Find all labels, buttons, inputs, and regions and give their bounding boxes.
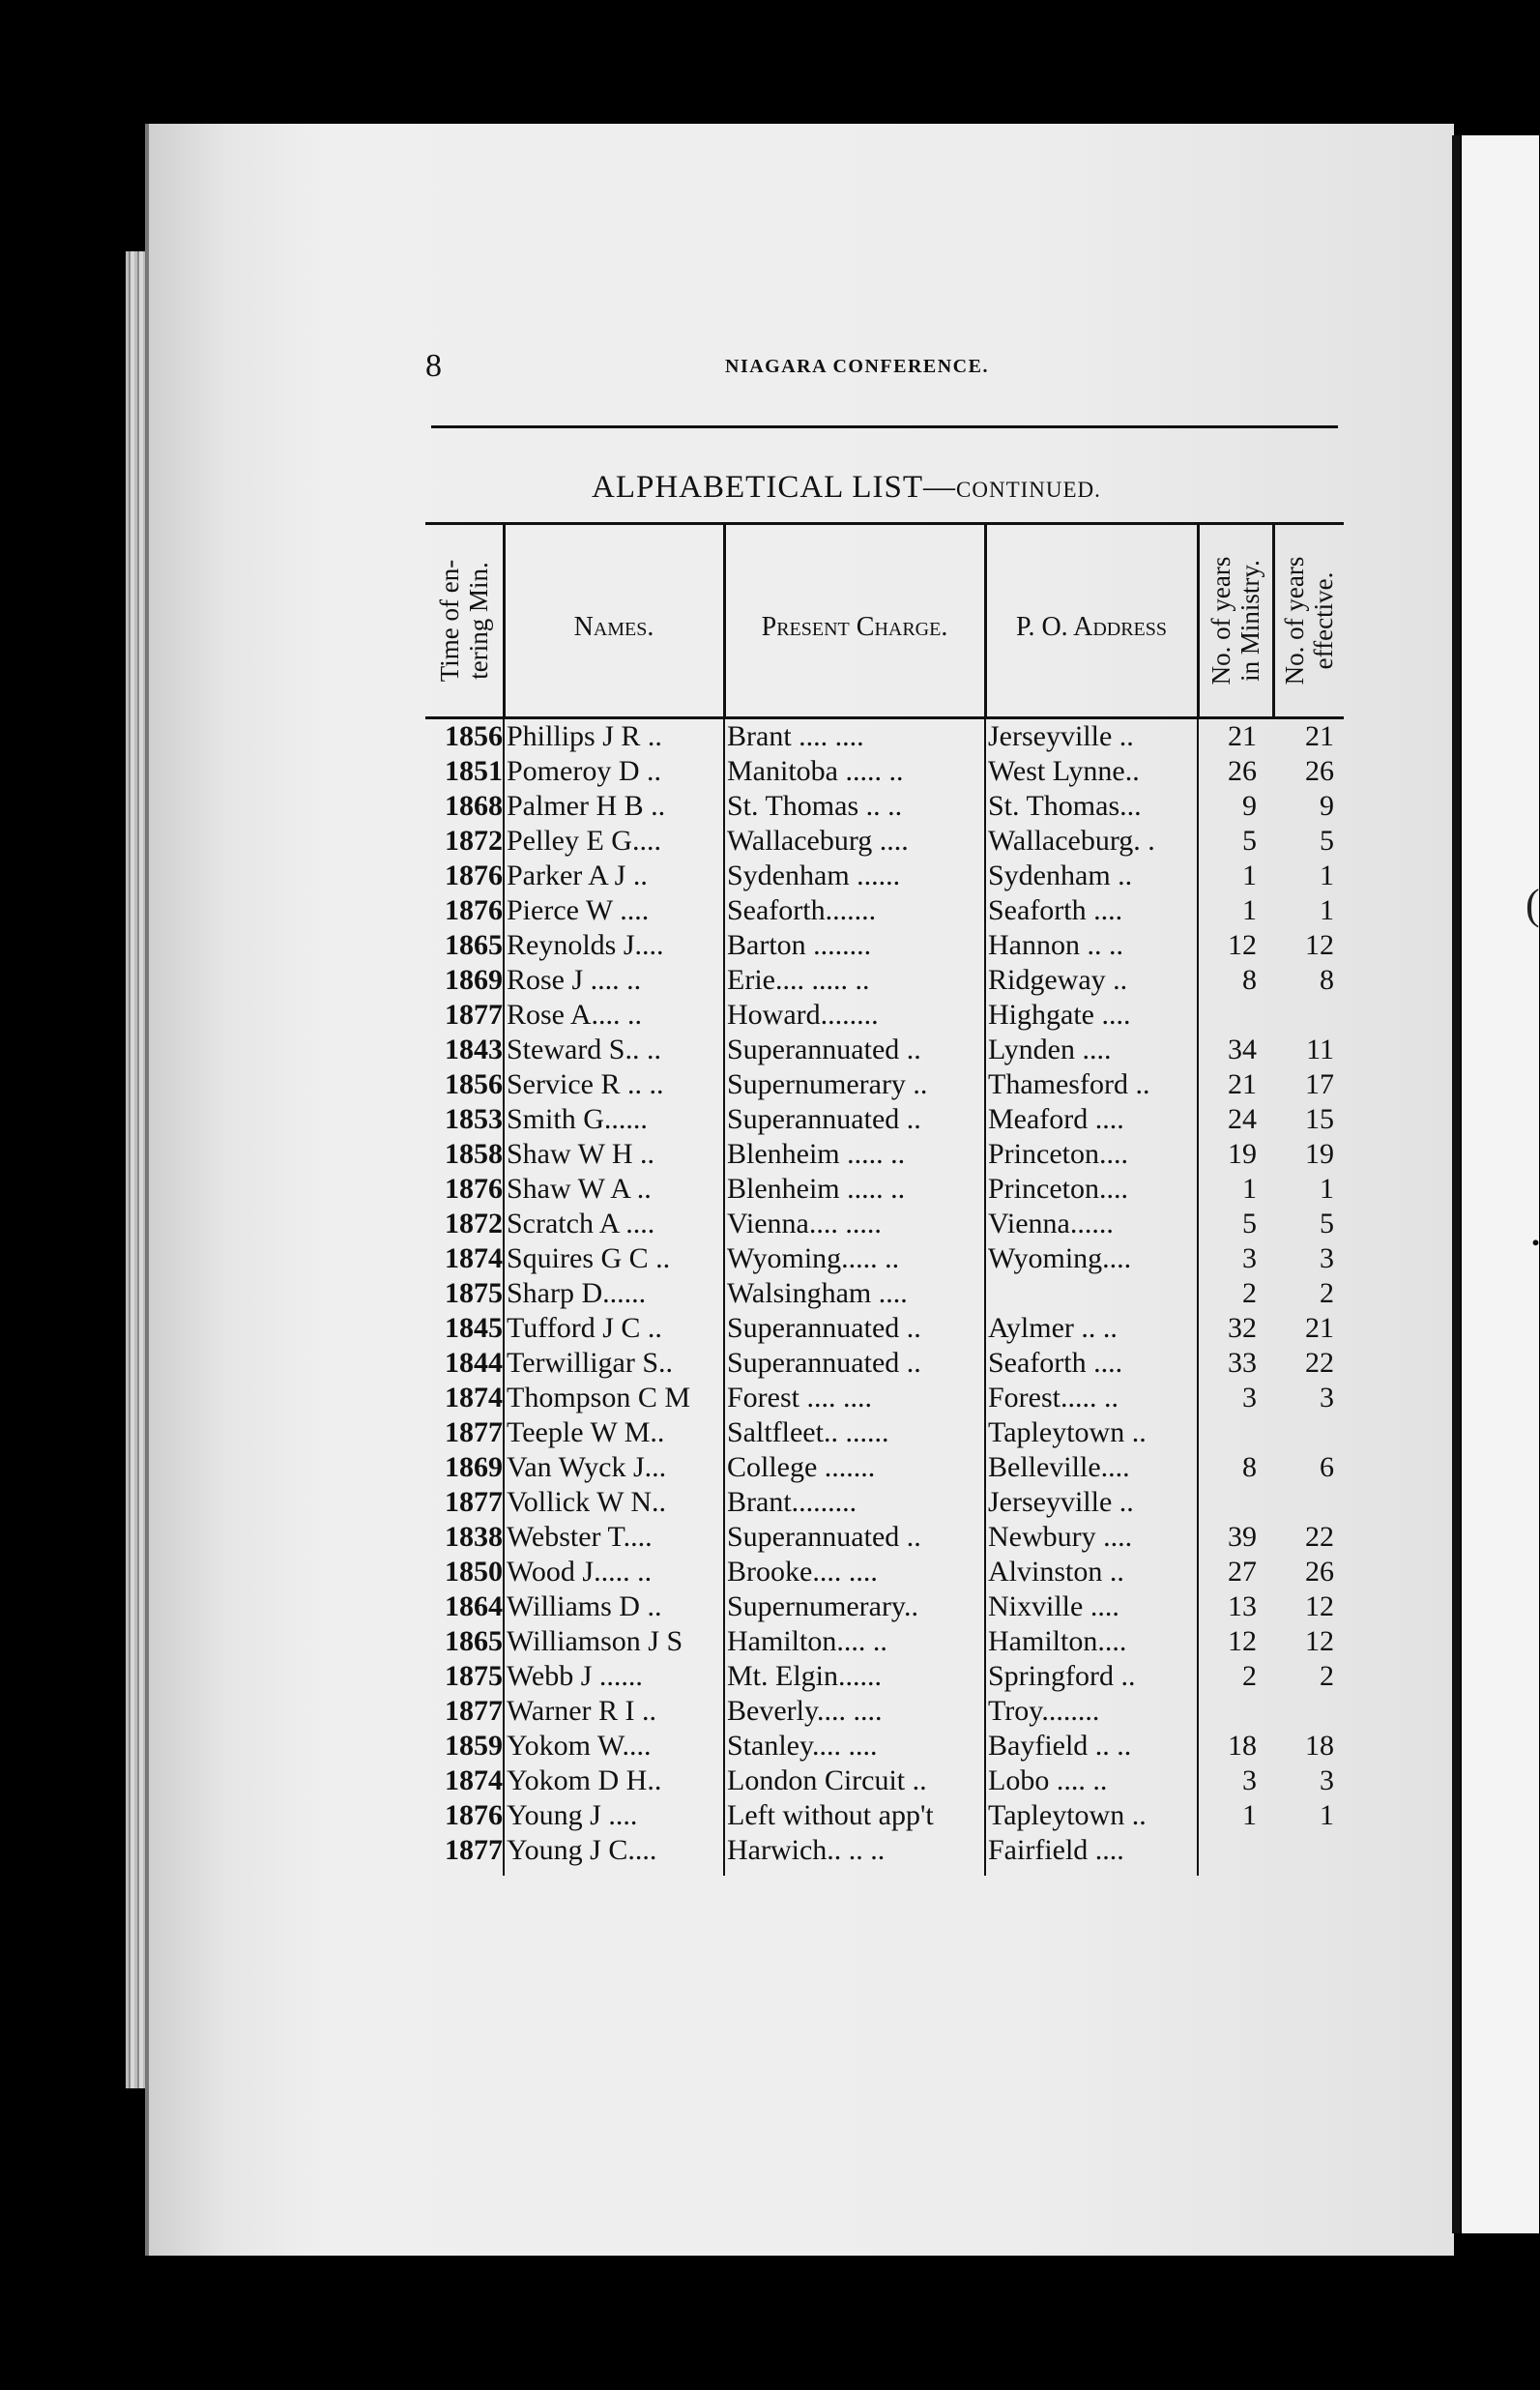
row-years-effective: 21 [1305, 720, 1334, 752]
row-charge: Supernumerary .. [727, 1068, 928, 1100]
row-address: Springford .. [988, 1660, 1136, 1692]
row-year: 1877 [445, 1834, 503, 1866]
header-time-label: Time of en- tering Min. [435, 559, 493, 683]
row-year: 1864 [445, 1590, 503, 1622]
row-address: Highgate .... [988, 999, 1131, 1031]
row-years-ministry: 19 [1228, 1138, 1257, 1170]
row-address: Seaforth .... [988, 1347, 1123, 1379]
next-page-fragment-2: . [1531, 1214, 1540, 1253]
row-year: 1858 [445, 1138, 503, 1170]
row-name: Webster T.... [507, 1521, 653, 1553]
table-row [425, 1346, 1344, 1381]
table-row [425, 1241, 1344, 1276]
table-body [425, 719, 1344, 1868]
row-charge: Superannuated .. [727, 1103, 921, 1135]
row-years-ministry: 21 [1228, 720, 1257, 752]
row-years-effective: 1 [1320, 1173, 1334, 1205]
row-year: 1877 [445, 999, 503, 1031]
row-years-effective: 9 [1320, 790, 1334, 822]
row-year: 1876 [445, 1173, 503, 1205]
row-years-effective: 3 [1320, 1764, 1334, 1796]
header-effective [1274, 525, 1344, 716]
row-years-effective: 5 [1320, 825, 1334, 857]
row-address: Bayfield .. .. [988, 1730, 1132, 1762]
row-year: 1844 [445, 1347, 503, 1379]
row-years-ministry: 13 [1228, 1590, 1257, 1622]
row-address: Newbury .... [988, 1521, 1133, 1553]
row-address: Jerseyville .. [988, 720, 1134, 752]
table-header [425, 522, 1344, 719]
row-years-effective: 26 [1305, 755, 1334, 787]
row-name: Shaw W H .. [507, 1138, 655, 1170]
table-row [425, 1624, 1344, 1659]
table-row [425, 963, 1344, 998]
row-year: 1874 [445, 1764, 503, 1796]
row-year: 1874 [445, 1382, 503, 1414]
row-years-effective: 19 [1305, 1138, 1334, 1170]
row-name: Young J C.... [507, 1834, 657, 1866]
row-years-effective: 1 [1320, 894, 1334, 926]
row-charge: College ....... [727, 1451, 876, 1483]
row-years-effective: 2 [1320, 1277, 1334, 1309]
row-charge: Manitoba ..... .. [727, 755, 904, 787]
header-charge [725, 525, 984, 716]
row-years-ministry: 39 [1228, 1521, 1257, 1553]
row-name: Service R .. .. [507, 1068, 664, 1100]
row-years-ministry: 5 [1242, 825, 1257, 857]
clergy-table [425, 522, 1344, 1868]
row-address: Meaford .... [988, 1103, 1124, 1135]
row-name: Pomeroy D .. [507, 755, 661, 787]
row-address: Lynden .... [988, 1034, 1112, 1065]
row-address: Nixville .... [988, 1590, 1119, 1622]
row-year: 1851 [445, 755, 503, 787]
row-year: 1877 [445, 1416, 503, 1448]
row-year: 1869 [445, 964, 503, 996]
row-charge: Hamilton.... .. [727, 1625, 887, 1657]
running-head: NIAGARA CONFERENCE. [725, 356, 989, 377]
row-charge: Seaforth....... [727, 894, 877, 926]
row-years-effective: 2 [1320, 1660, 1334, 1692]
table-row [425, 1485, 1344, 1520]
table-row [425, 1659, 1344, 1694]
row-years-ministry: 2 [1242, 1277, 1257, 1309]
row-years-ministry: 1 [1242, 860, 1257, 891]
row-name: Rose A.... .. [507, 999, 643, 1031]
table-row [425, 859, 1344, 893]
section-title-continued: CONTINUED. [956, 478, 1101, 502]
row-years-ministry: 1 [1242, 1799, 1257, 1831]
row-years-ministry: 5 [1242, 1208, 1257, 1239]
table-row [425, 1311, 1344, 1346]
row-charge: Left without app't [727, 1799, 934, 1831]
row-address: St. Thomas... [988, 790, 1142, 822]
row-year: 1872 [445, 1208, 503, 1239]
row-name: Pelley E G.... [507, 825, 661, 857]
row-years-ministry: 3 [1242, 1382, 1257, 1414]
row-years-ministry: 2 [1242, 1660, 1257, 1692]
row-charge: Superannuated .. [727, 1347, 921, 1379]
row-years-ministry: 33 [1228, 1347, 1257, 1379]
table-row [425, 754, 1344, 789]
table-row [425, 1033, 1344, 1067]
row-name: Sharp D...... [507, 1277, 647, 1309]
section-title-dash: — [923, 470, 957, 505]
section-title [592, 470, 1101, 506]
row-name: Steward S.. .. [507, 1034, 661, 1065]
row-charge: Beverly.... .... [727, 1695, 883, 1727]
row-charge: Barton ........ [727, 929, 872, 961]
row-years-effective: 1 [1320, 1799, 1334, 1831]
row-address: Thamesford .. [988, 1068, 1150, 1100]
header-charge-label: Present Charge. [761, 612, 948, 642]
row-year: 1865 [445, 929, 503, 961]
row-charge: Forest .... .... [727, 1382, 872, 1414]
table-row [425, 1589, 1344, 1624]
row-address: Vienna...... [988, 1208, 1114, 1239]
header-rule [431, 425, 1338, 428]
header-years-label: No. of years in Ministry. [1206, 556, 1264, 685]
row-charge: Walsingham .... [727, 1277, 908, 1309]
row-name: Thompson C M [507, 1382, 691, 1414]
row-years-effective: 5 [1320, 1208, 1334, 1239]
row-years-ministry: 12 [1228, 1625, 1257, 1657]
row-name: Pierce W .... [507, 894, 650, 926]
table-row [425, 893, 1344, 928]
header-names [505, 525, 723, 716]
table-row [425, 928, 1344, 963]
row-name: Warner R I .. [507, 1695, 657, 1727]
next-page-strip [1462, 135, 1539, 2233]
row-year: 1859 [445, 1730, 503, 1762]
row-charge: Brant .... .... [727, 720, 864, 752]
row-years-effective: 8 [1320, 964, 1334, 996]
row-years-effective: 3 [1320, 1382, 1334, 1414]
row-year: 1875 [445, 1660, 503, 1692]
row-charge: St. Thomas .. .. [727, 790, 903, 822]
row-charge: Wyoming..... .. [727, 1242, 900, 1274]
row-year: 1872 [445, 825, 503, 857]
row-address: Hannon .. .. [988, 929, 1123, 961]
row-years-ministry: 12 [1228, 929, 1257, 961]
row-year: 1843 [445, 1034, 503, 1065]
row-year: 1853 [445, 1103, 503, 1135]
row-charge: Vienna.... ..... [727, 1208, 882, 1239]
row-name: Van Wyck J... [507, 1451, 667, 1483]
table-row [425, 1415, 1344, 1450]
row-years-effective: 21 [1305, 1312, 1334, 1344]
row-years-effective: 18 [1305, 1730, 1334, 1762]
row-name: Teeple W M.. [507, 1416, 665, 1448]
table-row [425, 1450, 1344, 1485]
row-years-ministry: 18 [1228, 1730, 1257, 1762]
row-years-effective: 22 [1305, 1521, 1334, 1553]
row-year: 1874 [445, 1242, 503, 1274]
table-row [425, 1520, 1344, 1555]
row-charge: Stanley.... .... [727, 1730, 878, 1762]
row-name: Wood J..... .. [507, 1556, 653, 1588]
page-number: 8 [425, 348, 442, 384]
row-year: 1850 [445, 1556, 503, 1588]
table-row [425, 1067, 1344, 1102]
table-row [425, 1833, 1344, 1868]
row-year: 1856 [445, 1068, 503, 1100]
row-charge: Harwich.. .. .. [727, 1834, 886, 1866]
row-name: Shaw W A .. [507, 1173, 652, 1205]
row-address: West Lynne.. [988, 755, 1140, 787]
row-year: 1877 [445, 1486, 503, 1518]
row-address: Fairfield .... [988, 1834, 1124, 1866]
table-row [425, 1729, 1344, 1763]
row-charge: Brant......... [727, 1486, 857, 1518]
row-years-effective: 12 [1305, 1590, 1334, 1622]
row-years-ministry: 3 [1242, 1764, 1257, 1796]
row-year: 1877 [445, 1695, 503, 1727]
row-address: Alvinston .. [988, 1556, 1124, 1588]
row-years-ministry: 8 [1242, 964, 1257, 996]
row-charge: Howard........ [727, 999, 879, 1031]
table-row [425, 1381, 1344, 1415]
row-address: Aylmer .. .. [988, 1312, 1118, 1344]
row-address: Belleville.... [988, 1451, 1130, 1483]
row-years-ministry: 1 [1242, 1173, 1257, 1205]
row-year: 1865 [445, 1625, 503, 1657]
row-charge: Mt. Elgin...... [727, 1660, 883, 1692]
row-years-effective: 11 [1306, 1034, 1334, 1065]
row-address: Jerseyville .. [988, 1486, 1134, 1518]
row-charge: Superannuated .. [727, 1521, 921, 1553]
row-name: Williamson J S [507, 1625, 683, 1657]
row-charge: Erie.... ..... .. [727, 964, 870, 996]
table-row [425, 1276, 1344, 1311]
table-row [425, 719, 1344, 754]
table-row [425, 824, 1344, 859]
header-names-label: Names. [573, 612, 654, 642]
row-name: Parker A J .. [507, 860, 648, 891]
row-years-effective: 12 [1305, 929, 1334, 961]
table-row [425, 998, 1344, 1033]
row-years-effective: 6 [1320, 1451, 1334, 1483]
header-years [1199, 525, 1272, 716]
header-address [986, 525, 1197, 716]
row-years-effective: 3 [1320, 1242, 1334, 1274]
table-row [425, 1137, 1344, 1172]
row-address: Tapleytown .. [988, 1799, 1147, 1831]
row-address: Lobo .... .. [988, 1764, 1108, 1796]
next-page-fragment: ( [1525, 881, 1540, 928]
row-year: 1856 [445, 720, 503, 752]
header-time [425, 525, 503, 716]
row-charge: Supernumerary.. [727, 1590, 918, 1622]
row-name: Rose J .... .. [507, 964, 642, 996]
row-name: Webb J ...... [507, 1660, 643, 1692]
header-address-label: P. O. Address [1015, 612, 1168, 642]
row-name: Palmer H B .. [507, 790, 666, 822]
row-year: 1869 [445, 1451, 503, 1483]
row-address: Princeton.... [988, 1138, 1128, 1170]
row-year: 1838 [445, 1521, 503, 1553]
row-years-effective: 26 [1305, 1556, 1334, 1588]
row-charge: Blenheim ..... .. [727, 1173, 906, 1205]
row-years-ministry: 24 [1228, 1103, 1257, 1135]
table-row [425, 1694, 1344, 1729]
row-charge: Superannuated .. [727, 1034, 921, 1065]
row-charge: London Circuit .. [727, 1764, 927, 1796]
row-years-ministry: 32 [1228, 1312, 1257, 1344]
row-address: Forest..... .. [988, 1382, 1119, 1414]
table-row [425, 1798, 1344, 1833]
table-row [425, 1763, 1344, 1798]
row-name: Yokom W.... [507, 1730, 652, 1762]
table-row [425, 1555, 1344, 1589]
row-years-effective: 12 [1305, 1625, 1334, 1657]
row-years-ministry: 9 [1242, 790, 1257, 822]
row-address: Hamilton.... [988, 1625, 1127, 1657]
row-charge: Sydenham ...... [727, 860, 901, 891]
row-charge: Saltfleet.. ...... [727, 1416, 889, 1448]
row-year: 1876 [445, 1799, 503, 1831]
row-years-ministry: 8 [1242, 1451, 1257, 1483]
row-name: Smith G...... [507, 1103, 648, 1135]
table-row [425, 1207, 1344, 1241]
row-name: Squires G C .. [507, 1242, 671, 1274]
row-years-ministry: 21 [1228, 1068, 1257, 1100]
row-year: 1876 [445, 894, 503, 926]
row-name: Terwilligar S.. [507, 1347, 674, 1379]
row-year: 1875 [445, 1277, 503, 1309]
row-charge: Blenheim ..... .. [727, 1138, 906, 1170]
row-name: Phillips J R .. [507, 720, 662, 752]
row-charge: Superannuated .. [727, 1312, 921, 1344]
row-years-ministry: 1 [1242, 894, 1257, 926]
row-years-ministry: 26 [1228, 755, 1257, 787]
row-years-effective: 15 [1305, 1103, 1334, 1135]
row-name: Vollick W N.. [507, 1486, 667, 1518]
row-address: Seaforth .... [988, 894, 1123, 926]
row-name: Yokom D H.. [507, 1764, 662, 1796]
row-years-effective: 1 [1320, 860, 1334, 891]
row-charge: Wallaceburg .... [727, 825, 909, 857]
table-row [425, 789, 1344, 824]
row-address: Sydenham .. [988, 860, 1133, 891]
section-title-main: ALPHABETICAL LIST [592, 470, 924, 505]
row-address: Princeton.... [988, 1173, 1128, 1205]
row-years-ministry: 3 [1242, 1242, 1257, 1274]
row-name: Young J .... [507, 1799, 638, 1831]
row-address: Ridgeway .. [988, 964, 1128, 996]
row-year: 1845 [445, 1312, 503, 1344]
row-name: Reynolds J.... [507, 929, 664, 961]
row-address: Wyoming.... [988, 1242, 1132, 1274]
row-name: Tufford J C .. [507, 1312, 662, 1344]
next-page-edge [1452, 135, 1460, 2233]
row-name: Scratch A .... [507, 1208, 655, 1239]
row-years-ministry: 34 [1228, 1034, 1257, 1065]
row-address: Tapleytown .. [988, 1416, 1147, 1448]
table-row [425, 1172, 1344, 1207]
row-year: 1876 [445, 860, 503, 891]
table-row [425, 1102, 1344, 1137]
row-years-effective: 22 [1305, 1347, 1334, 1379]
header-effective-label: No. of years effective. [1280, 556, 1338, 685]
row-year: 1868 [445, 790, 503, 822]
row-years-effective: 17 [1305, 1068, 1334, 1100]
row-name: Williams D .. [507, 1590, 662, 1622]
row-charge: Brooke.... .... [727, 1556, 878, 1588]
row-address: Troy........ [988, 1695, 1100, 1727]
row-years-ministry: 27 [1228, 1556, 1257, 1588]
row-address: Wallaceburg. . [988, 825, 1155, 857]
